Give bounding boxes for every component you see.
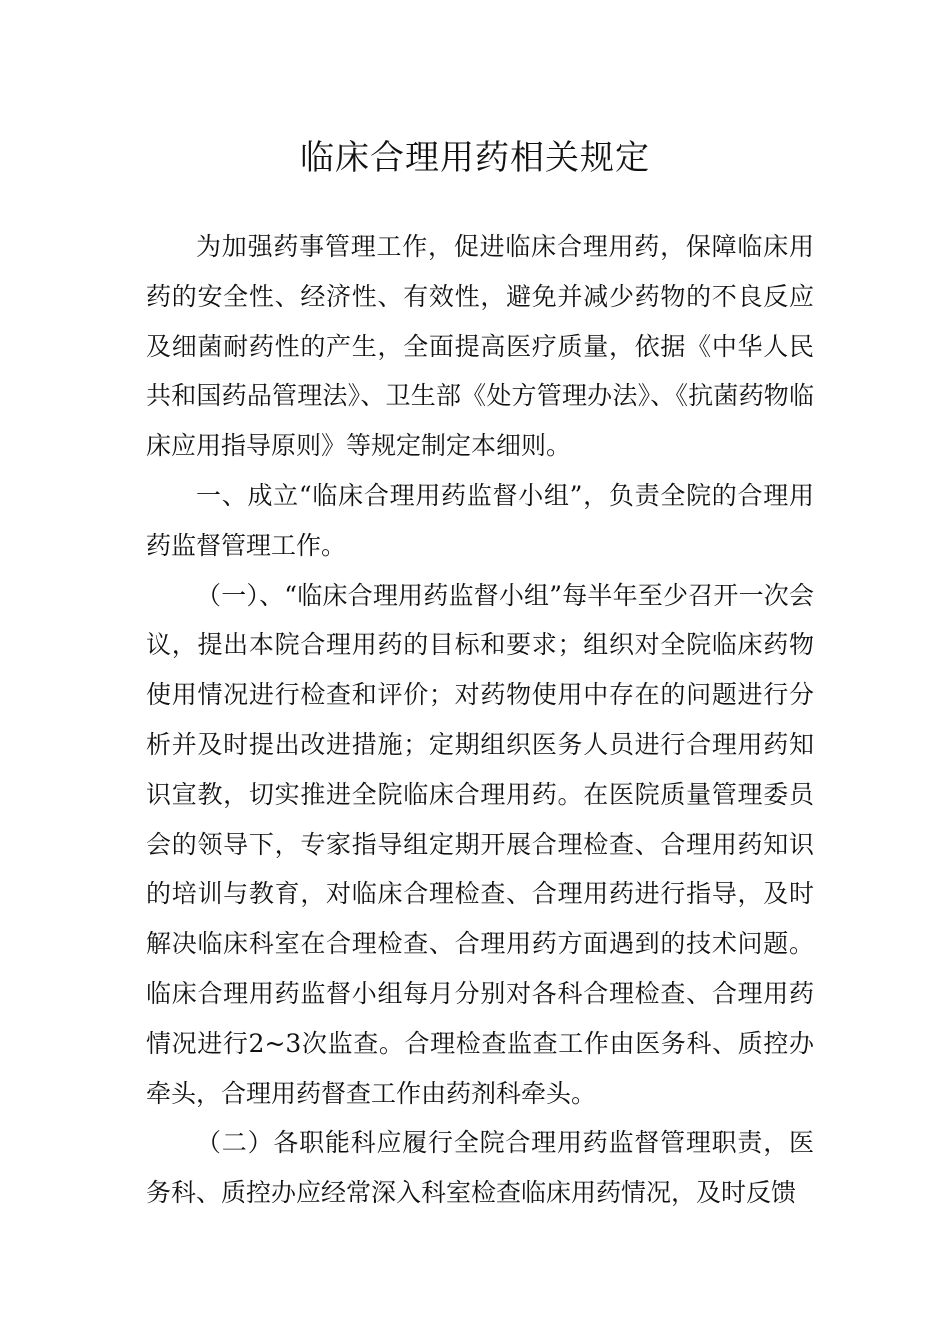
- paragraph-subsection-1: （一）、“临床合理用药监督小组”每半年至少召开一次会议，提出本院合理用药的目标和要求；组织对全院临床药物使用情况进行检查和评价；对药物使用中存在的问题进行分析并及时提出改进措施；定期组织医务人员进行合理用药知识宣教，切实推进全院临床合理用药。在医院质量管理委员会的领导下，专家指导组定期开展合理检查、合理用药知识的培训与教育，对临床合理检查、合理用药进行指导，及时解决临床科室在合理检查、合理用药方面遇到的技术问题。临床合理用药监督小组每月分别对各科合理检查、合理用药情况进行2~3次监查。合理检查监查工作由医务科、质控办牵头，合理用药督查工作由药剂科牵头。: [146, 580, 814, 1108]
- paragraph-intro: 为加强药事管理工作，促进临床合理用药，保障临床用药的安全性、经济性、有效性，避免并减少药物的不良反应及细菌耐药性的产生，全面提高医疗质量，依据《中华人民共和国药品管理法》、卫生部《处方管理办法》、《抗菌药物临床应用指导原则》等规定制定本细则。: [146, 232, 814, 461]
- document-body: [146, 222, 814, 1218]
- document-title: 临床合理用药相关规定: [300, 138, 650, 178]
- paragraph-subsection-2: （二）各职能科应履行全院合理用药监督管理职责，医务科、质控办应经常深入科室检查临床用药情况，及时反馈: [146, 1128, 814, 1208]
- paragraph-section-1: 一、成立“临床合理用药监督小组”，负责全院的合理用药监督管理工作。: [146, 480, 814, 560]
